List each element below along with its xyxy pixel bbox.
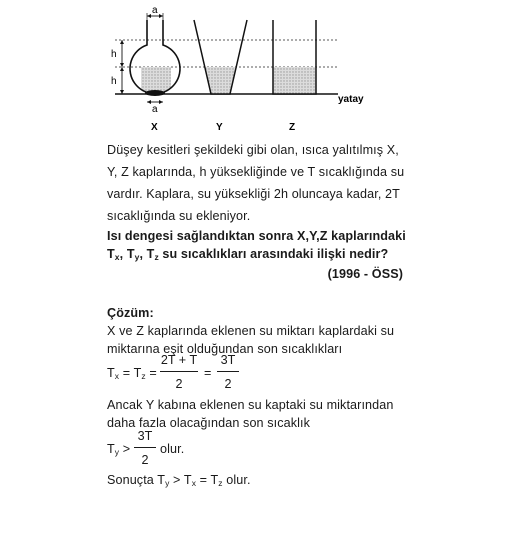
conclusion-line: Sonuçta $T_y > T_x = T_z$ olur. [107, 473, 251, 488]
a-bottom-label: a [152, 104, 158, 115]
solution-line-4: daha fazla olacağından son sıcaklık [107, 416, 311, 430]
x-label: X [151, 122, 158, 133]
question-line-3: vardır. Kaplara, su yüksekliği 2h oluncaya kadar, 2T [107, 187, 400, 201]
question-bold-line-2: $T_x$, $T_y$, $T_z$ su sıcaklıkları arasındaki ilişki nedir? [107, 247, 389, 262]
question-line-4: sıcaklığında su ekleniyor. [107, 209, 251, 223]
a-top-label: a [152, 5, 158, 16]
question-line-1: Düşey kesitleri şekildeki gibi olan, ısıca yalıtılmış X, [107, 143, 399, 157]
h-upper-label: h [111, 49, 117, 60]
question-line-2: Y, Z kaplarında, h yüksekliğinde ve T sıcaklığında su [107, 165, 405, 179]
source-label: (1996 - ÖSS) [327, 267, 403, 281]
containers-diagram [100, 5, 364, 133]
container-y [194, 20, 247, 94]
container-x [130, 20, 180, 96]
h-lower-label: h [111, 76, 117, 87]
solution-line-1: X ve Z kaplarında eklenen su miktarı kaplardaki su [107, 324, 395, 338]
solution-heading: Çözüm: [107, 306, 154, 320]
solution-line-3: Ancak Y kabına eklenen su kaptaki su miktarından [107, 398, 394, 412]
y-label: Y [216, 122, 223, 133]
z-label: Z [289, 122, 296, 133]
question-bold-line-1: Isı dengesi sağlandıktan sonra X,Y,Z kaplarındaki [107, 229, 406, 243]
container-z [273, 20, 316, 94]
solution-line-2: miktarına eşit olduğundan son sıcaklıkları [107, 342, 343, 356]
yatay-label: yatay [338, 94, 364, 105]
